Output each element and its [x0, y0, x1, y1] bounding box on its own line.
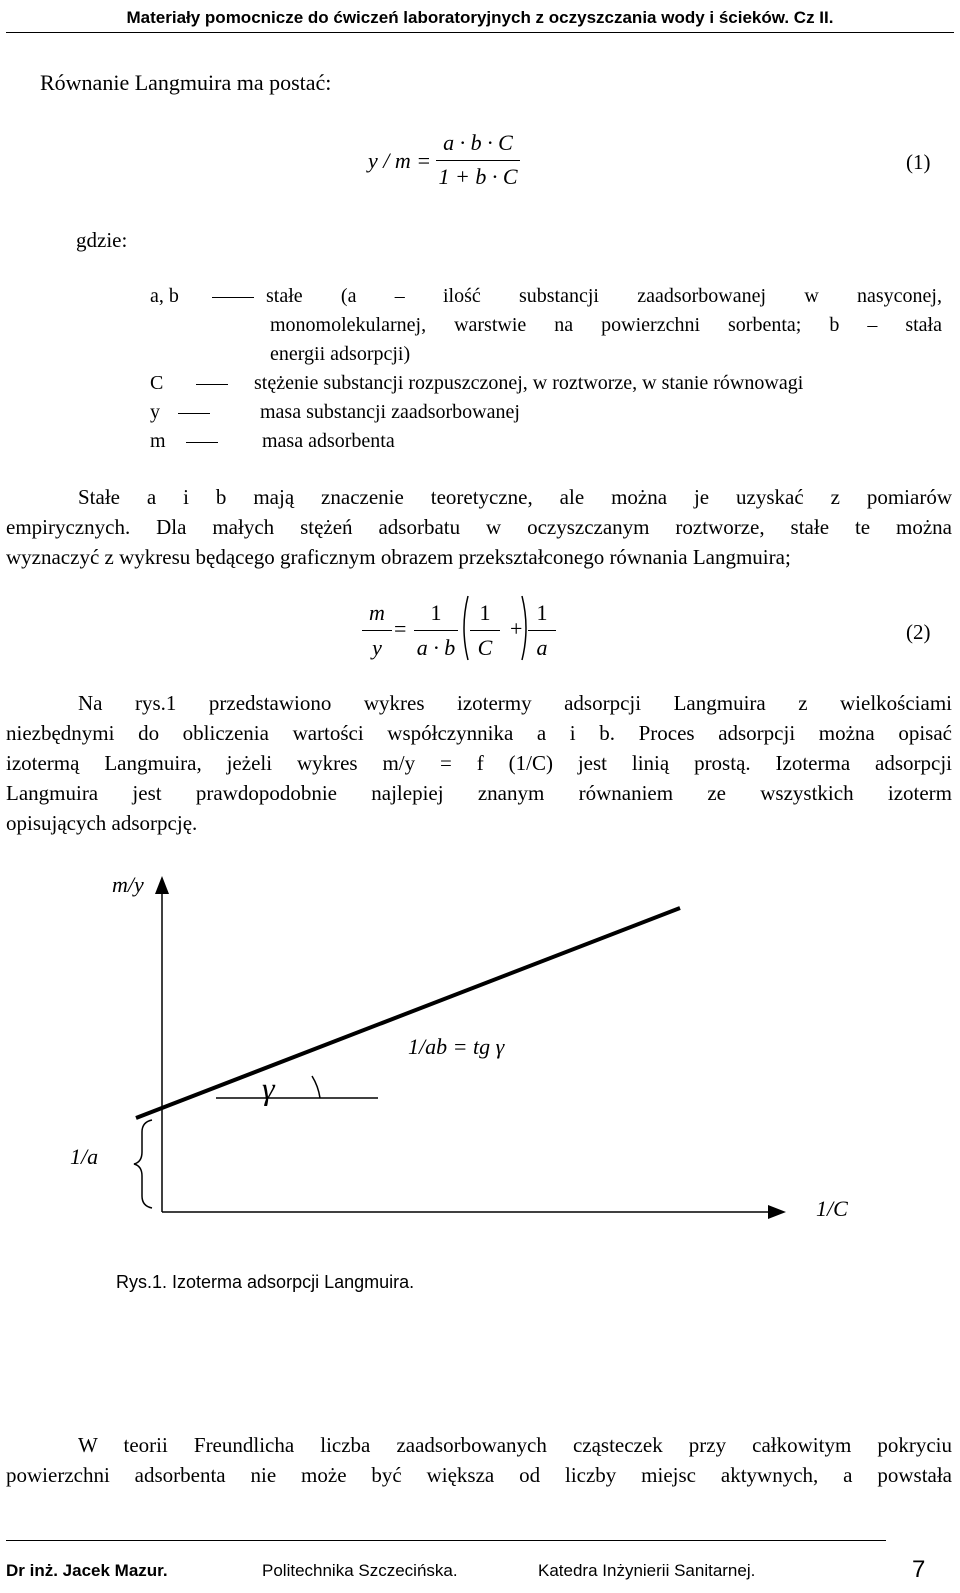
eq2-lhs-den: y [372, 635, 382, 660]
eq1-numerator: a · b · C [443, 130, 513, 155]
header-rule [6, 32, 954, 33]
paragraph-line: izotermą Langmuira, jeżeli wykres m/y = f (1/C) jest linią prostą. Izoterma adsorpcji [6, 751, 952, 775]
eq2-f3-den: a [536, 635, 548, 660]
def-text-m: masa adsorbenta [262, 430, 395, 452]
eq1-lhs: y / m = [368, 148, 432, 173]
paragraph-line: powierzchni adsorbenta nie może być większa od liczby miejsc aktywnych, a powstała [6, 1463, 952, 1487]
x-axis-arrowhead [768, 1205, 786, 1219]
y-axis-label: m/y [112, 872, 144, 897]
eq1-fraction-bar [436, 160, 520, 161]
def-symbol-y: y [150, 401, 160, 423]
paragraph-line: wyznaczyć z wykresu będącego graficznym obrazem przekształconego równania Langmuira; [6, 545, 791, 569]
paragraph-freundlich [6, 1430, 952, 1490]
footer-rule [6, 1540, 886, 1541]
def-text-c: stężenie substancji rozpuszczonej, w roztworze, w stanie równowagi [254, 372, 804, 394]
eq2-f2-den: C [477, 635, 493, 660]
eq2-lhs-num: m [369, 600, 385, 625]
intercept-brace [134, 1120, 152, 1208]
where-label: gdzie: [76, 228, 128, 252]
eq2-f3-num: 1 [536, 600, 548, 625]
eq2-equals: = [394, 616, 407, 641]
def-symbol-ab: a, b [150, 285, 179, 307]
intro-text: Równanie Langmuira ma postać: [40, 70, 332, 95]
def-dash [186, 442, 218, 443]
eq2-plus: + [510, 616, 523, 641]
def-symbol-m: m [150, 430, 166, 452]
angle-label: γ [262, 1070, 275, 1106]
x-axis-label: 1/C [816, 1196, 848, 1221]
eq2-f1-bar [414, 630, 458, 631]
eq1-number: (1) [906, 150, 931, 174]
angle-arc [312, 1076, 320, 1098]
def-text-y: masa substancji zaadsorbowanej [260, 401, 520, 423]
paragraph-line: Na rys.1 przedstawiono wykres izotermy adsorpcji Langmuira z wielkościami [78, 691, 952, 715]
def-text-ab-line2: monomolekularnej, warstwie na powierzchni sorbenta; b – stała [270, 314, 942, 336]
paragraph-line: W teorii Freundlicha liczba zaadsorbowanych cząsteczek przy całkowitym pokryciu [78, 1433, 952, 1457]
def-text-ab-line1: stałe (a – ilość substancji zaadsorbowanej w nasyconej, [266, 285, 942, 307]
footer-author: Dr inż. Jacek Mazur. [6, 1561, 168, 1580]
figure-caption: Rys.1. Izoterma adsorpcji Langmuira. [116, 1272, 415, 1292]
paragraph-line: niezbędnymi do obliczenia wartości współczynnika a i b. Proces adsorpcji można opisać [6, 721, 952, 745]
page-header-title: Materiały pomocnicze do ćwiczeń laboratoryjnych z oczyszczania wody i ścieków. Cz II. [126, 8, 834, 27]
eq2-f3-bar [528, 630, 556, 631]
paragraph-line: opisujących adsorpcję. [6, 811, 198, 835]
slope-label: 1/ab = tg γ [408, 1034, 505, 1059]
footer-department: Katedra Inżynierii Sanitarnej. [538, 1561, 756, 1580]
paragraph-constants [6, 482, 952, 572]
paragraph-figure-intro [6, 688, 952, 838]
def-dash [178, 413, 210, 414]
paragraph-line: empirycznych. Dla małych stężeń adsorbatu w oczyszczanym roztworze, stałe te można [6, 515, 952, 539]
eq2-lhs-bar [362, 630, 392, 631]
eq2-number: (2) [906, 620, 931, 644]
eq1-denominator: 1 + b · C [438, 164, 518, 189]
footer-university: Politechnika Szczecińska. [262, 1561, 458, 1580]
isotherm-line [136, 908, 680, 1118]
eq2-f2-num: 1 [479, 600, 491, 625]
eq2-f1-num: 1 [430, 600, 442, 625]
paragraph-line: Stałe a i b mają znaczenie teoretyczne, ale można je uzyskać z pomiarów [78, 485, 952, 509]
intercept-label: 1/a [70, 1144, 99, 1169]
def-dash [212, 297, 254, 298]
eq2-f1-den: a · b [416, 635, 456, 660]
def-dash [196, 384, 228, 385]
paragraph-line: Langmuira jest prawdopodobnie najlepiej znanym równaniem ze wszystkich izoterm [6, 781, 952, 805]
page-number: 7 [912, 1556, 926, 1583]
def-text-ab-line3: energii adsorpcji) [270, 343, 411, 365]
def-symbol-c: C [150, 372, 164, 394]
y-axis-arrowhead [155, 876, 169, 894]
eq2-f2-bar [470, 630, 500, 631]
